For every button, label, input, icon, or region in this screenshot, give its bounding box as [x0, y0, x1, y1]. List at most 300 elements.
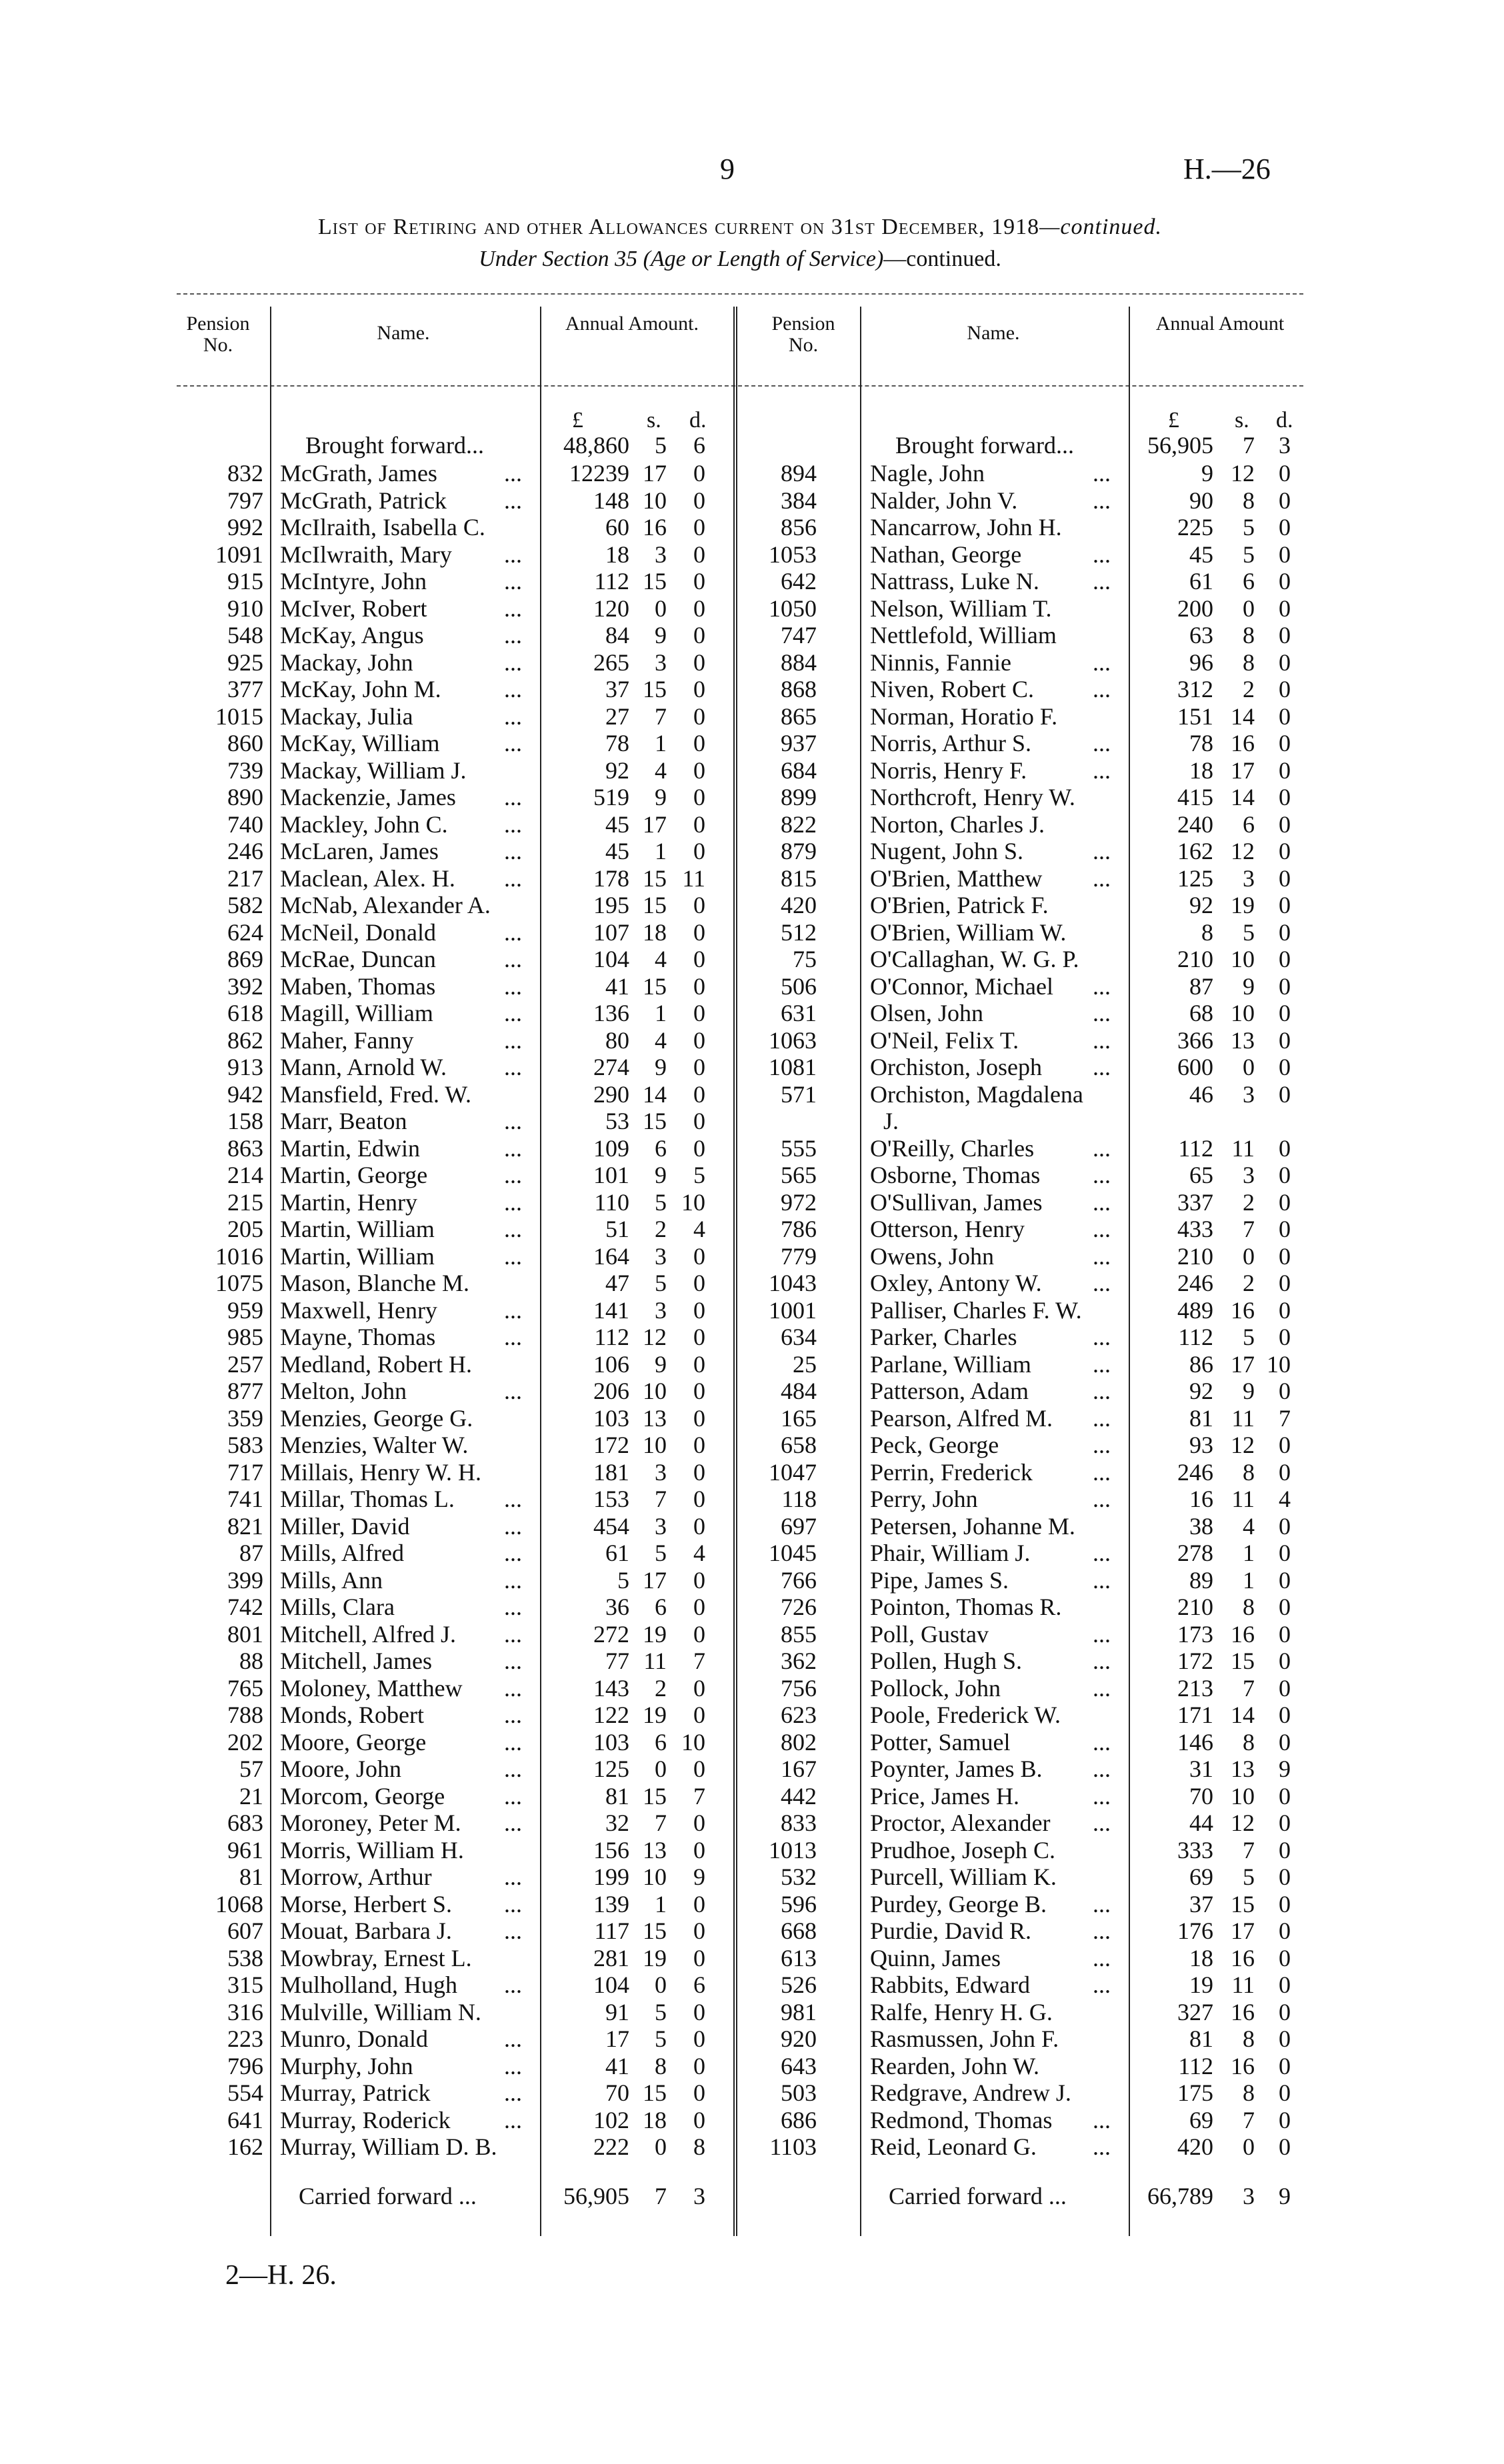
pension-no: 915 [227, 568, 263, 595]
leader-dots: ... [504, 1890, 522, 1917]
table-row [0, 1324, 1504, 1350]
amount-pence: 11 [682, 864, 705, 892]
amount-shillings: 7 [655, 1810, 667, 1836]
amount-shillings: 4 [655, 946, 667, 972]
amount-pounds: 164 [593, 1242, 629, 1270]
amount-pounds: 51 [605, 1216, 629, 1242]
pensioner-name: Murray, William D. B. [280, 2133, 497, 2160]
pensioner-name: Magill, William [280, 1000, 433, 1026]
amount-shillings: 10 [643, 487, 667, 514]
document-code: H.—26 [1183, 153, 1271, 185]
pensioner-name: Orchiston, Joseph [870, 1054, 1042, 1080]
pensioner-name: Oxley, Antony W. [870, 1270, 1042, 1296]
amount-pence: 0 [1279, 1270, 1291, 1296]
pension-no: 420 [781, 892, 817, 918]
amount-shillings: 7 [655, 1486, 667, 1512]
table-row [0, 1351, 1504, 1378]
pensioner-name: McKay, John M. [280, 676, 441, 702]
amount-pounds: 246 [1177, 1458, 1213, 1486]
leader-dots: ... [1093, 1216, 1111, 1242]
leader-dots: ... [504, 1566, 522, 1594]
pension-no: 87 [239, 1540, 263, 1566]
amount-pence: 0 [1279, 892, 1291, 918]
pension-no: 75 [793, 946, 817, 972]
pensioner-name: Nugent, John S. [870, 838, 1024, 864]
pensioner-name: Poll, Gustav [870, 1620, 989, 1648]
amount-shillings: 11 [1231, 1486, 1255, 1512]
amount-pounds: 45 [605, 838, 629, 864]
amount-shillings: 7 [1243, 1216, 1255, 1242]
header-bottom-rule [177, 385, 1303, 387]
page-title [180, 215, 1300, 240]
amount-shillings: 10 [643, 1863, 667, 1890]
table-row [0, 1621, 1504, 1648]
table-row [0, 1783, 1504, 1810]
amount-pounds: 44 [1189, 1810, 1213, 1836]
table-row [0, 1729, 1504, 1756]
amount-shillings: 12 [1231, 838, 1255, 864]
amount-pence: 8 [693, 2133, 705, 2160]
pension-no: 856 [781, 514, 817, 541]
amount-pence: 0 [693, 1296, 705, 1324]
pensioner-name: Mayne, Thomas [280, 1324, 436, 1350]
amount-pounds: 63 [1189, 622, 1213, 648]
pensioner-name: Parker, Charles [870, 1324, 1017, 1350]
amount-pounds: 112 [594, 568, 629, 595]
amount-pounds: 45 [1189, 541, 1213, 568]
pension-no: 1050 [769, 595, 817, 622]
amount-shillings: 9 [655, 1350, 667, 1378]
pension-no: 555 [781, 1134, 817, 1162]
amount-pence: 0 [693, 756, 705, 784]
pensioner-name: Proctor, Alexander [870, 1810, 1051, 1836]
pensioner-name: Pointon, Thomas R. [870, 1594, 1062, 1620]
amount-shillings: 1 [655, 1890, 667, 1917]
table-row [0, 460, 1504, 487]
header-amount-right: Annual Amount [1155, 313, 1285, 335]
amount-pence: 0 [693, 702, 705, 730]
amount-shillings: 17 [1231, 1917, 1255, 1944]
amount-pounds: 120 [593, 595, 629, 622]
amount-pounds: 31 [1189, 1756, 1213, 1782]
pension-no: 981 [781, 1998, 817, 2025]
amount-pounds: 173 [1177, 1620, 1213, 1648]
pension-no: 217 [227, 864, 263, 892]
pensioner-name: Maclean, Alex. H. [280, 864, 455, 892]
leader-dots: ... [504, 595, 522, 622]
amount-pence: 0 [1279, 1782, 1291, 1810]
amount-pounds: 240 [1177, 810, 1213, 838]
amount-shillings: 0 [655, 1756, 667, 1782]
amount-pence: 0 [1279, 730, 1291, 756]
amount-shillings: 10 [1231, 1000, 1255, 1026]
pensioner-name: Perrin, Frederick [870, 1458, 1033, 1486]
amount-shillings: 5 [1243, 918, 1255, 946]
amount-shillings: 16 [643, 514, 667, 541]
amount-pounds: 18 [605, 541, 629, 568]
pensioner-name: O'Connor, Michael [870, 972, 1053, 1000]
amount-shillings: 9 [1243, 972, 1255, 1000]
amount-pounds: 70 [1189, 1782, 1213, 1810]
amount-pence: 0 [1279, 622, 1291, 648]
pension-no: 717 [227, 1458, 263, 1486]
pension-no: 377 [227, 676, 263, 702]
leader-dots: ... [504, 1378, 522, 1404]
amount-pence: 0 [1279, 784, 1291, 810]
table-row [0, 676, 1504, 702]
pension-no: 766 [781, 1566, 817, 1594]
carried-forward-row [0, 2183, 1504, 2209]
amount-shillings: 13 [1231, 1756, 1255, 1782]
amount-shillings: 6 [655, 1728, 667, 1756]
pensioner-name: Orchiston, Magdalena [870, 1080, 1083, 1108]
pensioner-name: Parlane, William [870, 1350, 1031, 1378]
pension-no: 1043 [769, 1270, 817, 1296]
amount-pounds: 41 [605, 2052, 629, 2079]
pensioner-name: Norris, Arthur S. [870, 730, 1031, 756]
leader-dots: ... [1093, 1971, 1111, 1998]
table-row [0, 622, 1504, 648]
amount-pence: 0 [693, 2079, 705, 2106]
leader-dots: ... [1093, 1782, 1111, 1810]
amount-shillings: 17 [643, 460, 667, 487]
amount-shillings: 5 [655, 1188, 667, 1216]
table-row [0, 595, 1504, 622]
pensioner-name: O'Brien, William W. [870, 918, 1067, 946]
amount-shillings: 2 [655, 1216, 667, 1242]
amount-pounds: 103 [593, 1404, 629, 1432]
table-row [0, 514, 1504, 541]
amount-pence: 0 [1279, 1998, 1291, 2025]
amount-pence: 0 [1279, 1188, 1291, 1216]
amount-pence: 0 [1279, 946, 1291, 972]
table-row [0, 1863, 1504, 1890]
pensioner-name: Niven, Robert C. [870, 676, 1034, 702]
amount-pounds: 433 [1177, 1216, 1213, 1242]
amount-pence: 0 [1279, 1917, 1291, 1944]
carried-forward-label: Carried forward ... [889, 2183, 1067, 2209]
header-pension-no-left: Pension No. [186, 313, 250, 356]
table-row [0, 1216, 1504, 1242]
pensioner-name: Pearson, Alfred M. [870, 1404, 1053, 1432]
amount-pence: 0 [693, 1134, 705, 1162]
amount-shillings: 1 [655, 1000, 667, 1026]
table-row [0, 703, 1504, 730]
pensioner-name: Morrow, Arthur [280, 1863, 432, 1890]
leader-dots: ... [504, 1810, 522, 1836]
carried-forward-label: Carried forward ... [299, 2183, 477, 2209]
pension-no: 832 [227, 460, 263, 487]
table-row [0, 757, 1504, 784]
amount-pence: 0 [693, 810, 705, 838]
pension-no: 571 [781, 1080, 817, 1108]
table-row [0, 1810, 1504, 1836]
amount-shillings: 3 [1243, 1162, 1255, 1188]
amount-pounds: 89 [1189, 1566, 1213, 1594]
amount-pence: 0 [1279, 972, 1291, 1000]
table-row [0, 1189, 1504, 1216]
amount-shillings: 13 [643, 1404, 667, 1432]
pensioner-name: Norman, Horatio F. [870, 702, 1058, 730]
amount-pence: 0 [693, 1594, 705, 1620]
amount-shillings: 14 [1231, 702, 1255, 730]
amount-pounds: 489 [1177, 1296, 1213, 1324]
amount-pence: 0 [693, 946, 705, 972]
amount-shillings: 8 [1243, 1728, 1255, 1756]
pension-no: 756 [781, 1674, 817, 1702]
leader-dots: ... [1093, 1026, 1111, 1054]
amount-shillings: 15 [643, 972, 667, 1000]
pensioner-name: Murray, Roderick [280, 2106, 451, 2133]
amount-shillings: 3 [655, 541, 667, 568]
amount-pence: 4 [693, 1540, 705, 1566]
leader-dots: ... [504, 1324, 522, 1350]
amount-pounds: 110 [594, 1188, 629, 1216]
amount-pence: 0 [693, 2025, 705, 2052]
amount-pounds: 136 [593, 1000, 629, 1026]
table-row [0, 1567, 1504, 1594]
leader-dots: ... [504, 568, 522, 595]
brought-forward-label: Brought forward... [305, 432, 484, 459]
pension-no: 1045 [769, 1540, 817, 1566]
pensioner-name: Martin, Edwin [280, 1134, 420, 1162]
leader-dots: ... [504, 460, 522, 487]
leader-dots: ... [504, 784, 522, 810]
amount-pounds: 225 [1177, 514, 1213, 541]
amount-shillings: 5 [655, 432, 667, 459]
pensioner-name: Mouat, Barbara J. [280, 1917, 452, 1944]
amount-shillings: 0 [655, 595, 667, 622]
pension-no: 697 [781, 1512, 817, 1540]
leader-dots: ... [1093, 1486, 1111, 1512]
amount-pounds: 199 [593, 1863, 629, 1890]
pension-no: 1063 [769, 1026, 817, 1054]
leader-dots: ... [1093, 1378, 1111, 1404]
pension-no: 863 [227, 1134, 263, 1162]
leader-dots: ... [1093, 1000, 1111, 1026]
pension-no: 165 [781, 1404, 817, 1432]
amount-pounds: 172 [1177, 1648, 1213, 1674]
table-row [0, 2053, 1504, 2079]
table-row [0, 1486, 1504, 1512]
amount-pence: 0 [1279, 1648, 1291, 1674]
amount-pence: 0 [1279, 1216, 1291, 1242]
amount-pence: 0 [693, 622, 705, 648]
pensioner-name-continuation: J. [883, 1108, 899, 1134]
amount-pounds: 90 [1189, 487, 1213, 514]
amount-pounds: 125 [593, 1756, 629, 1782]
leader-dots: ... [1093, 730, 1111, 756]
pension-no: 1075 [215, 1270, 263, 1296]
pension-no: 668 [781, 1917, 817, 1944]
amount-pounds: 56,905 [1147, 432, 1213, 459]
amount-shillings: 15 [643, 1108, 667, 1134]
pensioner-name: Medland, Robert H. [280, 1350, 472, 1378]
amount-pounds: 600 [1177, 1054, 1213, 1080]
amount-pounds: 104 [593, 1971, 629, 1998]
amount-pounds: 46 [1189, 1080, 1213, 1108]
pension-no: 747 [781, 622, 817, 648]
amount-shillings: 6 [1243, 810, 1255, 838]
pension-no: 202 [227, 1728, 263, 1756]
amount-shillings: 11 [1231, 1134, 1255, 1162]
leader-dots: ... [1093, 1242, 1111, 1270]
title-text: List of Retiring and other Allowances current on 31st December, 1918 [318, 215, 1040, 239]
pensioner-name: McGrath, James [280, 460, 437, 487]
pensioner-name: Maben, Thomas [280, 972, 436, 1000]
pension-no: 223 [227, 2025, 263, 2052]
amount-pence: 0 [693, 541, 705, 568]
pension-no: 532 [781, 1863, 817, 1890]
table-row [0, 2133, 1504, 2160]
header-top-rule [177, 293, 1303, 295]
pension-no: 992 [227, 514, 263, 541]
pension-no: 215 [227, 1188, 263, 1216]
amount-shillings: 16 [1231, 1296, 1255, 1324]
amount-pence: 0 [693, 730, 705, 756]
amount-pounds: 93 [1189, 1432, 1213, 1458]
amount-pounds: 84 [605, 622, 629, 648]
table-row [0, 1971, 1504, 1998]
pensioner-name: Pipe, James S. [870, 1566, 1009, 1594]
pensioner-name: Martin, William [280, 1242, 435, 1270]
table-row [0, 541, 1504, 568]
amount-pounds: 18 [1189, 756, 1213, 784]
amount-pounds: 162 [1177, 838, 1213, 864]
pensioner-name: Mansfield, Fred. W. [280, 1080, 471, 1108]
amount-pence: 0 [1279, 595, 1291, 622]
amount-pounds: 148 [593, 487, 629, 514]
amount-pounds: 104 [593, 946, 629, 972]
amount-shillings: 1 [1243, 1566, 1255, 1594]
pensioner-name: Marr, Beaton [280, 1108, 407, 1134]
pensioner-name: Osborne, Thomas [870, 1162, 1041, 1188]
leader-dots: ... [504, 702, 522, 730]
pension-no: 742 [227, 1594, 263, 1620]
pensioner-name: Purcell, William K. [870, 1863, 1057, 1890]
pension-no: 634 [781, 1324, 817, 1350]
table-row [0, 568, 1504, 595]
pension-no: 862 [227, 1026, 263, 1054]
leader-dots: ... [1093, 568, 1111, 595]
pension-no: 613 [781, 1944, 817, 1971]
leader-dots: ... [504, 918, 522, 946]
amount-pounds: 19 [1189, 1971, 1213, 1998]
table-row [0, 2107, 1504, 2133]
pension-no: 81 [239, 1863, 263, 1890]
amount-pounds: 176 [1177, 1917, 1213, 1944]
amount-pence: 0 [1279, 1162, 1291, 1188]
amount-shillings: 19 [643, 1944, 667, 1971]
amount-pence: 9 [1279, 2183, 1291, 2209]
amount-shillings: 16 [1231, 1998, 1255, 2025]
pension-no: 484 [781, 1378, 817, 1404]
pensioner-name: Quinn, James [870, 1944, 1001, 1971]
amount-shillings: 14 [643, 1080, 667, 1108]
amount-pence: 0 [693, 1674, 705, 1702]
amount-pence: 0 [693, 1566, 705, 1594]
table-row [0, 973, 1504, 1000]
table-row [0, 838, 1504, 864]
table-row [0, 1054, 1504, 1080]
amount-pence: 0 [1279, 1026, 1291, 1054]
amount-pence: 0 [693, 2052, 705, 2079]
pensioner-name: Mann, Arnold W. [280, 1054, 447, 1080]
pensioner-name: Ninnis, Fannie [870, 648, 1011, 676]
amount-pence: 0 [1279, 1674, 1291, 1702]
amount-pounds: 290 [593, 1080, 629, 1108]
amount-pounds: 151 [1177, 702, 1213, 730]
amount-pounds: 213 [1177, 1674, 1213, 1702]
table-row [0, 1594, 1504, 1620]
amount-pounds: 69 [1189, 2106, 1213, 2133]
header-amount-left: Annual Amount. [565, 313, 699, 335]
amount-pence: 0 [1279, 1971, 1291, 1998]
leader-dots: ... [1093, 1324, 1111, 1350]
amount-shillings: 3 [655, 1458, 667, 1486]
amount-pounds: 146 [1177, 1728, 1213, 1756]
leader-dots: ... [504, 1242, 522, 1270]
amount-shillings: 10 [643, 1378, 667, 1404]
amount-shillings: 9 [655, 1054, 667, 1080]
pension-no: 158 [227, 1108, 263, 1134]
table-row [0, 730, 1504, 756]
pension-no: 796 [227, 2052, 263, 2079]
amount-pounds: 366 [1177, 1026, 1213, 1054]
pensioner-name: Palliser, Charles F. W. [870, 1296, 1082, 1324]
pension-no: 833 [781, 1810, 817, 1836]
amount-shillings: 5 [1243, 514, 1255, 541]
table-row [0, 865, 1504, 892]
pensioner-name: McKay, Angus [280, 622, 424, 648]
amount-pounds: 107 [593, 918, 629, 946]
pension-no: 21 [239, 1782, 263, 1810]
leader-dots: ... [504, 1702, 522, 1728]
amount-pounds: 18 [1189, 1944, 1213, 1971]
pension-no: 624 [227, 918, 263, 946]
amount-shillings: 7 [1243, 432, 1255, 459]
pensioner-name: McRae, Duncan [280, 946, 436, 972]
pensioner-name: Nettlefold, William [870, 622, 1057, 648]
pensioner-name: Mulholland, Hugh [280, 1971, 457, 1998]
amount-pounds: 27 [605, 702, 629, 730]
pensioner-name: O'Brien, Matthew [870, 864, 1043, 892]
pension-no: 686 [781, 2106, 817, 2133]
subtitle-continued: —continued. [883, 247, 1001, 271]
table-row [0, 2079, 1504, 2106]
pension-no: 641 [227, 2106, 263, 2133]
pension-no: 316 [227, 1998, 263, 2025]
amount-pence: 0 [1279, 568, 1291, 595]
amount-pounds: 12239 [569, 460, 629, 487]
pensioner-name: Morse, Herbert S. [280, 1890, 452, 1917]
pensioner-name: O'Brien, Patrick F. [870, 892, 1049, 918]
leader-dots: ... [504, 1486, 522, 1512]
amount-shillings: 18 [643, 918, 667, 946]
pensioner-name: McIlraith, Isabella C. [280, 514, 485, 541]
pension-no: 1068 [215, 1890, 263, 1917]
table-row [0, 1432, 1504, 1458]
amount-pounds: 92 [1189, 1378, 1213, 1404]
unit-pounds-right: £ [1168, 408, 1179, 433]
pensioner-name: Moroney, Peter M. [280, 1810, 461, 1836]
amount-pence: 7 [693, 1782, 705, 1810]
pensioner-name: Menzies, George G. [280, 1404, 473, 1432]
amount-pence: 0 [1279, 918, 1291, 946]
amount-shillings: 2 [655, 1674, 667, 1702]
footer-sheet-code: 2—H. 26. [225, 2260, 337, 2291]
leader-dots: ... [504, 730, 522, 756]
